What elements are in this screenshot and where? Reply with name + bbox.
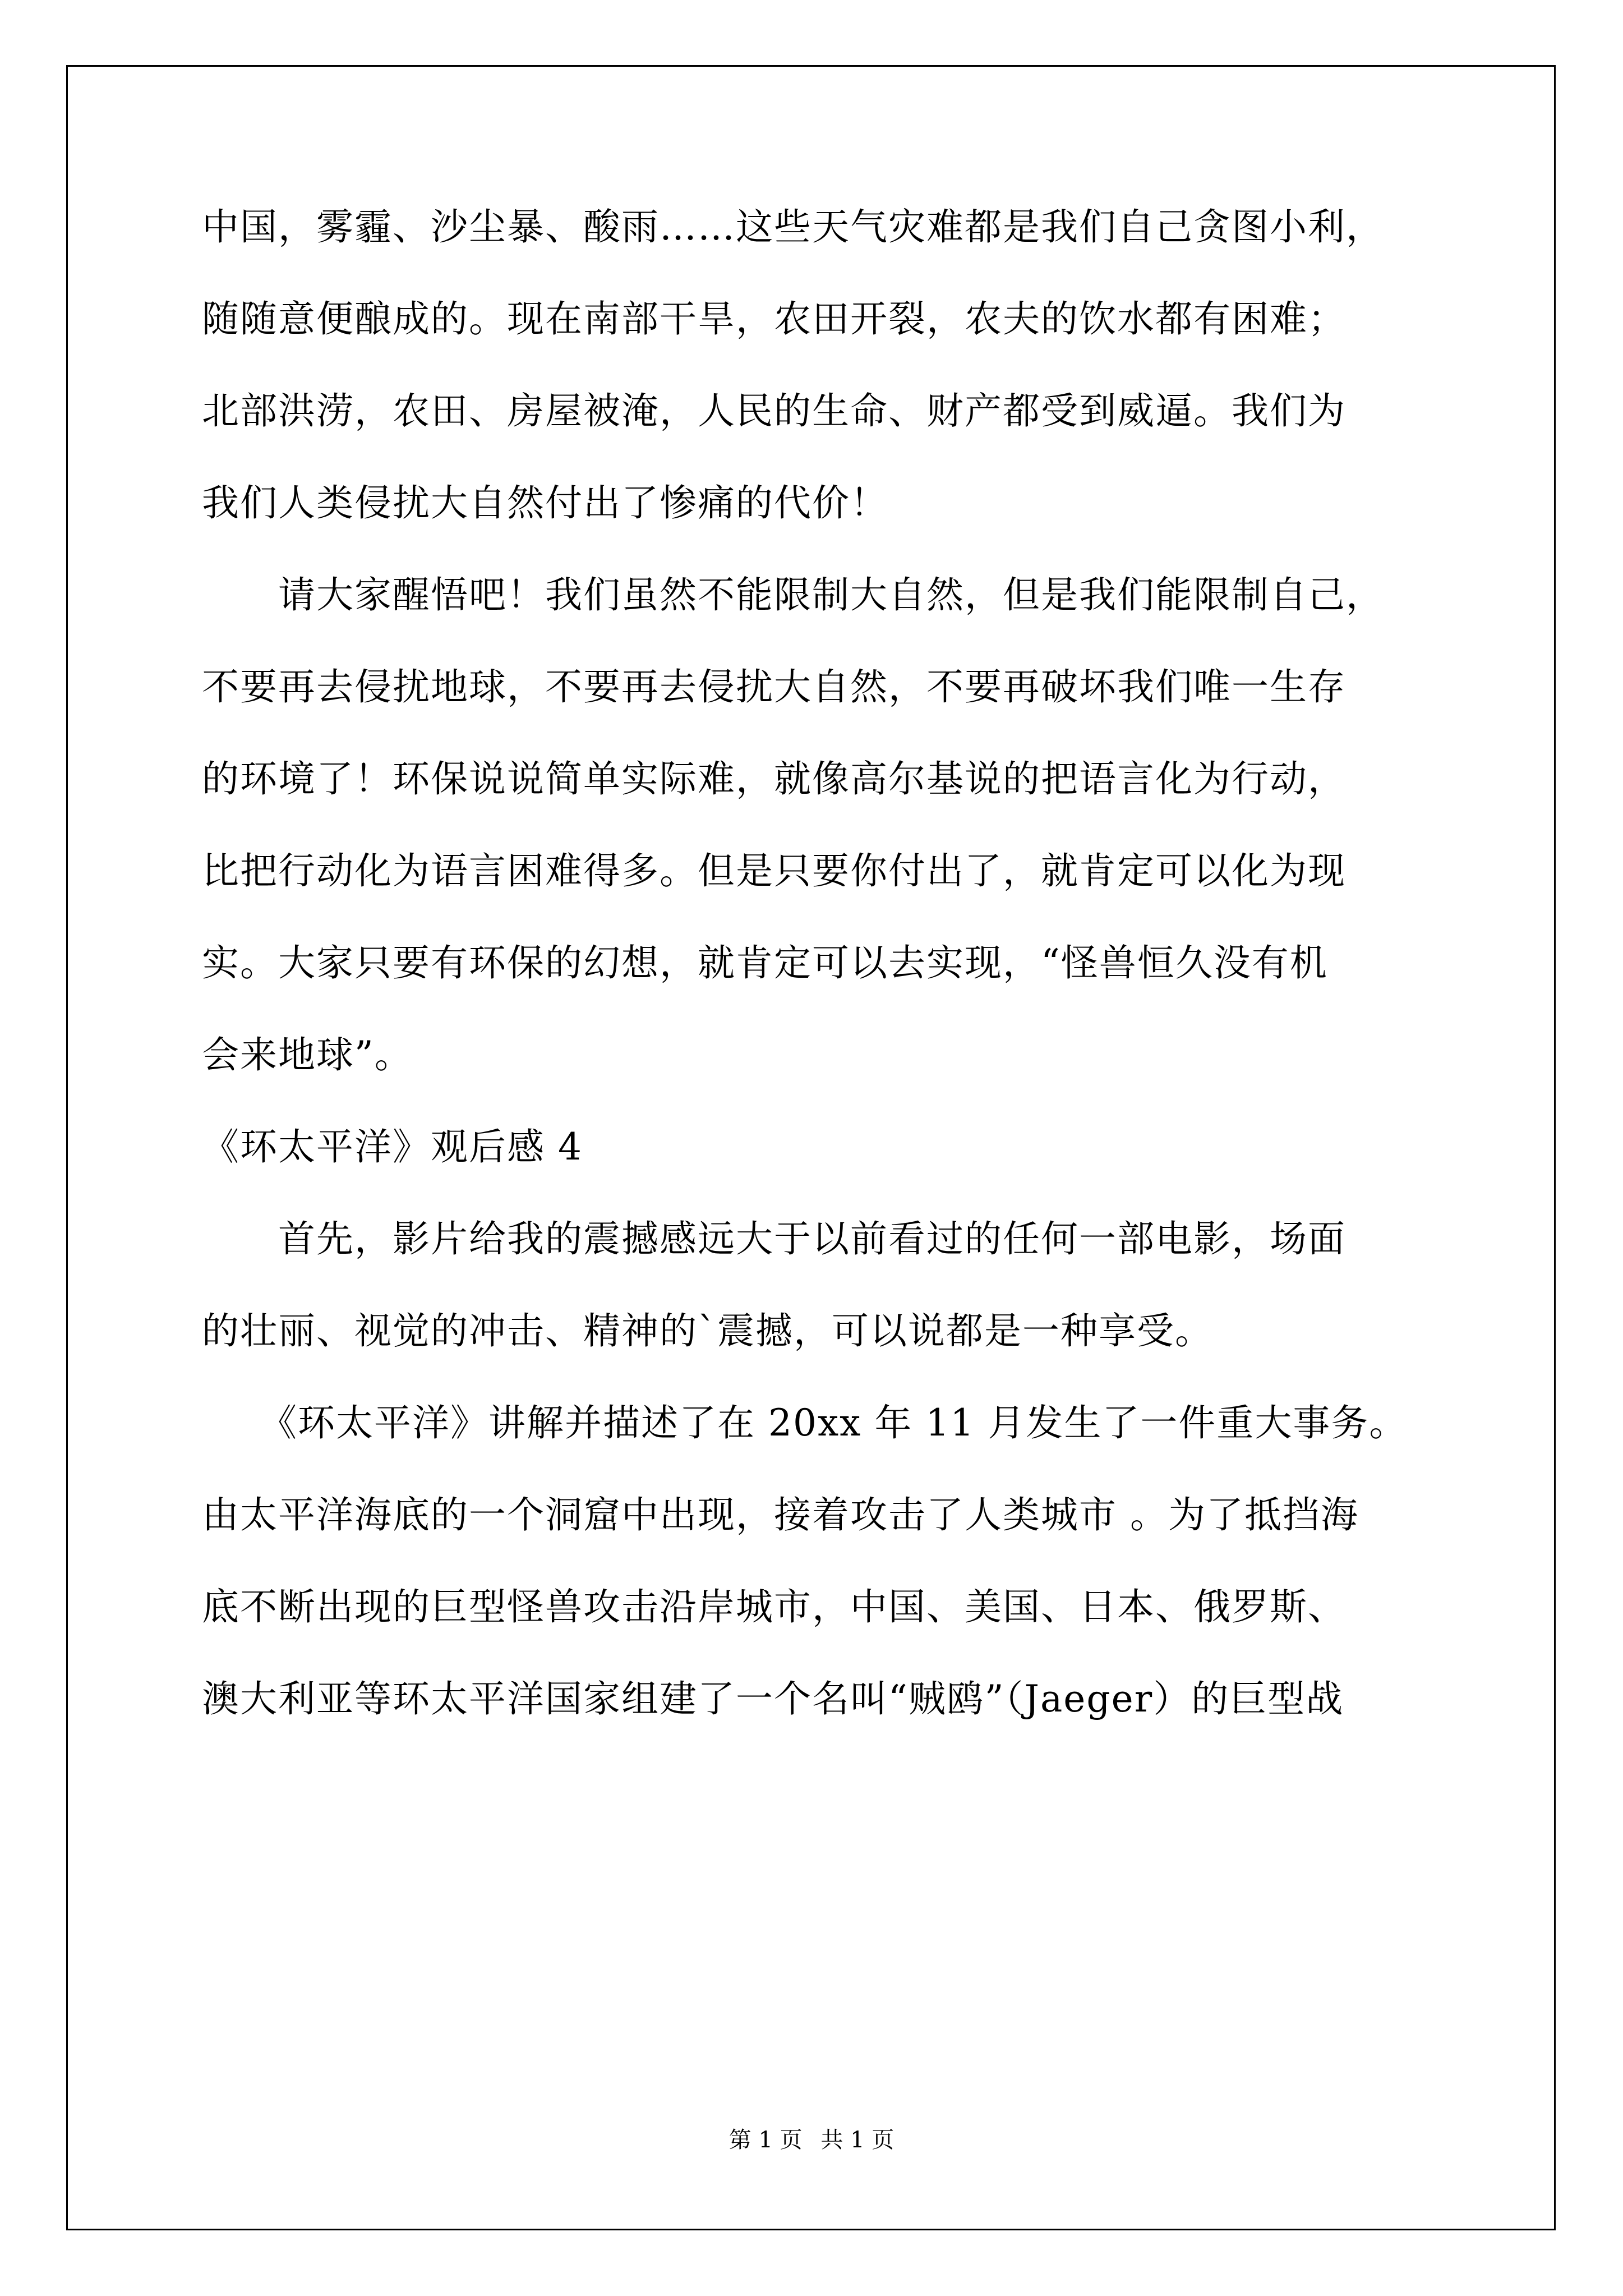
text-line: 中国，雾霾、沙尘暴、酸雨……这些天气灾难都是我们自己贪图小利，	[202, 205, 1384, 249]
text-line: 的壮丽、视觉的冲击、精神的`震撼，可以说都是一种享受。	[202, 1309, 1213, 1352]
text-line: 请大家醒悟吧！我们虽然不能限制大自然，但是我们能限制自己，	[202, 573, 1384, 616]
text-line: 的环境了！环保说说简单实际难，就像高尔基说的把语言化为行动，	[202, 757, 1346, 800]
text-line: 会来地球”。	[202, 1033, 413, 1076]
text-line: 首先，影片给我的震撼感远大于以前看过的任何一部电影，场面	[202, 1217, 1346, 1260]
page-number: 第 1 页	[728, 2127, 803, 2153]
text-line: 由太平洋海底的一个洞窟中出现，接着攻击了人类城市 。为了抵挡海	[202, 1493, 1359, 1536]
text-line: 澳大利亚等环太平洋国家组建了一个名叫“贼鸥”（Jaeger）的巨型战	[202, 1677, 1344, 1720]
text-line: 底不断出现的巨型怪兽攻击沿岸城市，中国、美国、日本、俄罗斯、	[202, 1585, 1346, 1628]
section-heading: 《环太平洋》观后感 4	[202, 1125, 583, 1168]
text-line: 不要再去侵扰地球，不要再去侵扰大自然，不要再破坏我们唯一生存	[202, 665, 1346, 708]
text-line: 我们人类侵扰大自然付出了惨痛的代价！	[202, 481, 888, 524]
text-line: 《环太平洋》讲解并描述了在 20xx 年 11 月发生了一件重大事务。	[202, 1401, 1408, 1444]
text-line: 随随意便酿成的。现在南部干旱，农田开裂，农夫的饮水都有困难；	[202, 297, 1346, 341]
text-line: 比把行动化为语言困难得多。但是只要你付出了，就肯定可以化为现	[202, 849, 1346, 892]
page-footer	[0, 2126, 1623, 2154]
text-line: 北部洪涝，农田、房屋被淹，人民的生命、财产都受到威逼。我们为	[202, 389, 1346, 432]
text-line: 实。大家只要有环保的幻想，就肯定可以去实现，“怪兽恒久没有机	[202, 941, 1328, 984]
page-total: 共 1 页	[820, 2127, 895, 2153]
